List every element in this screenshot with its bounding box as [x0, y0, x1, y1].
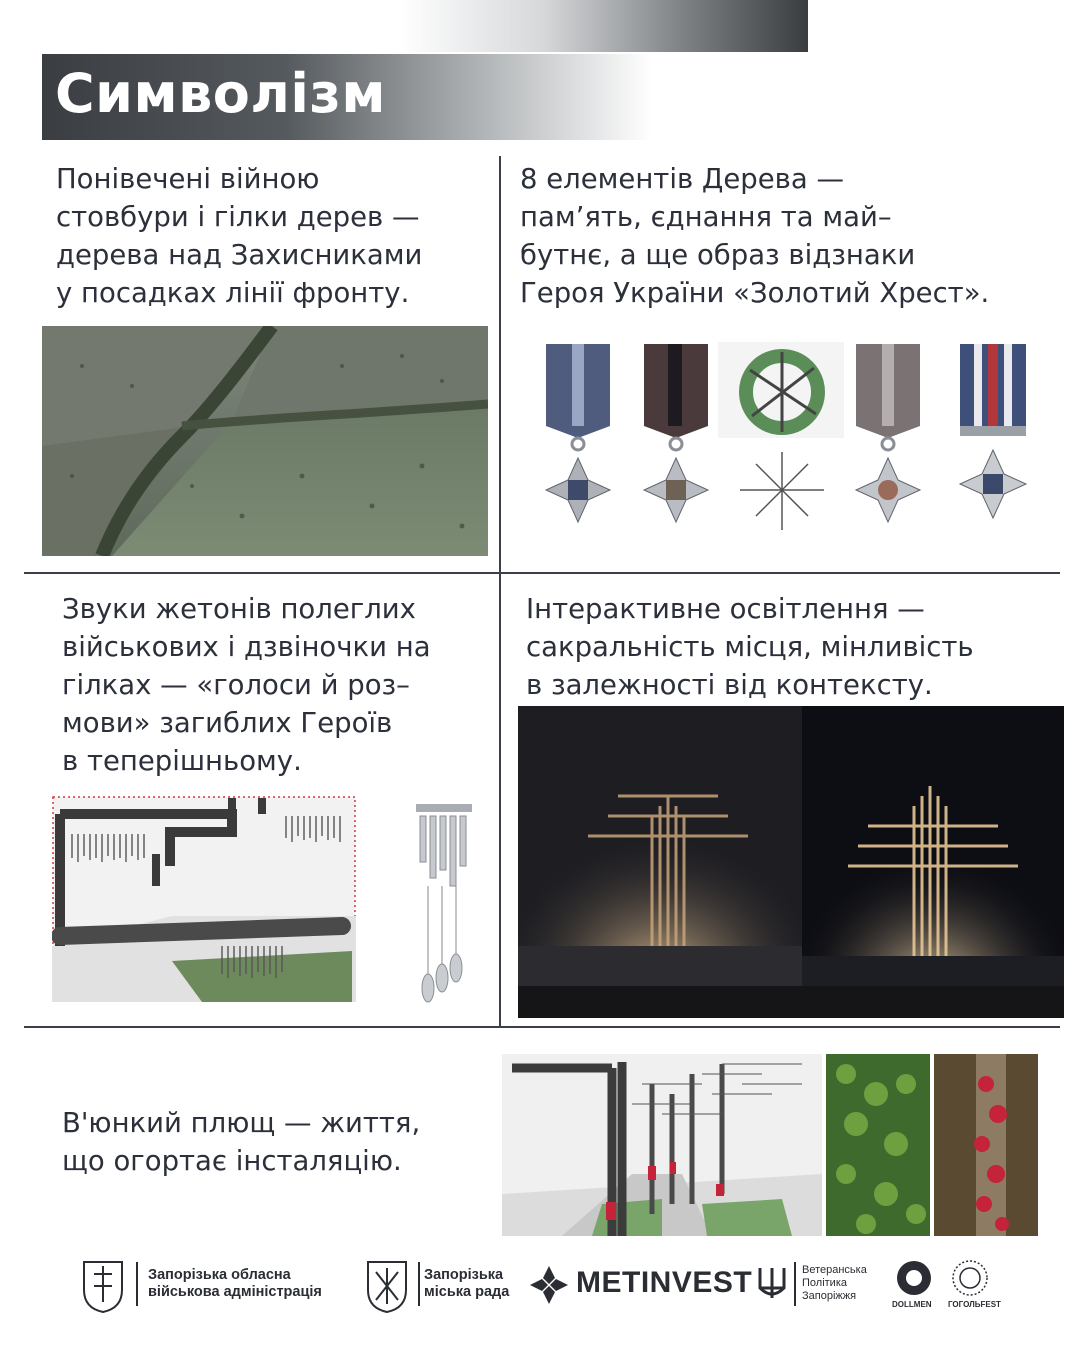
- sounds-description: Звуки жетонів полеглих військових і дзвіночки на гілках — «голоси й роз– мови» загиблих Героїв в теперішньому.: [62, 593, 431, 777]
- ivy-photos: [826, 1054, 1038, 1236]
- ivy-installation-render: [502, 1054, 822, 1236]
- city-coat-of-arms-icon: [362, 1256, 412, 1314]
- medal-3-icon: [718, 342, 844, 546]
- logo-separator: [794, 1262, 796, 1306]
- horizontal-divider-top: [24, 572, 1060, 574]
- horizontal-divider-bottom: [24, 1026, 1060, 1028]
- page-title: Символізм: [55, 62, 386, 125]
- night-lighting-renders: [518, 706, 1064, 1018]
- hero-medals-collage: [530, 340, 1040, 550]
- medal-5-icon: [960, 344, 1026, 518]
- logo-separator: [136, 1262, 138, 1306]
- tree-elements-description: 8 елементів Дерева — пам’ять, єднання та май– бутнє, а ще образ відзнаки Героя України «Золотий Хрест».: [520, 163, 990, 309]
- lighting-description: Інтерактивне освітлення — сакральність місця, мінливість в залежності від контексту.: [526, 593, 974, 701]
- medal-4-icon: [856, 344, 920, 522]
- frontline-field-photo: [42, 326, 488, 556]
- city-council-label: Запорізька міська рада: [424, 1267, 510, 1300]
- gogolfest-label: ГОГОЛЬFEST: [948, 1300, 1001, 1309]
- vertical-divider: [499, 156, 501, 1028]
- ivy-description: В'юнкий плющ — життя, що огортає інсталяцію.: [62, 1107, 421, 1177]
- oblast-coat-of-arms-icon: [80, 1256, 126, 1314]
- trees-description: Понівечені війною стовбури і гілки дерев — дерева над Захисниками у посадках лінії фронту.: [56, 163, 423, 309]
- oblast-admin-label: Запорізька обласна військова адміністрація: [148, 1267, 322, 1300]
- veteran-policy-label: Ветеранська Політика Запоріжжя: [802, 1264, 867, 1302]
- metinvest-logo-icon: [528, 1264, 570, 1306]
- partner-logos-footer: [80, 1252, 1020, 1322]
- dollmen-logo-icon: [894, 1258, 934, 1298]
- dollmen-label: DOLLMEN: [892, 1300, 932, 1309]
- top-gradient-strip: [400, 0, 808, 52]
- wind-chime-image: [408, 796, 476, 1006]
- metinvest-label: METINVEST: [576, 1266, 753, 1299]
- trident-icon: [756, 1264, 788, 1304]
- logo-separator: [418, 1262, 420, 1306]
- gogolfest-logo-icon: [950, 1258, 990, 1298]
- medal-2-icon: [644, 344, 708, 522]
- chimes-render: [52, 796, 356, 1002]
- medal-1-icon: [546, 344, 610, 522]
